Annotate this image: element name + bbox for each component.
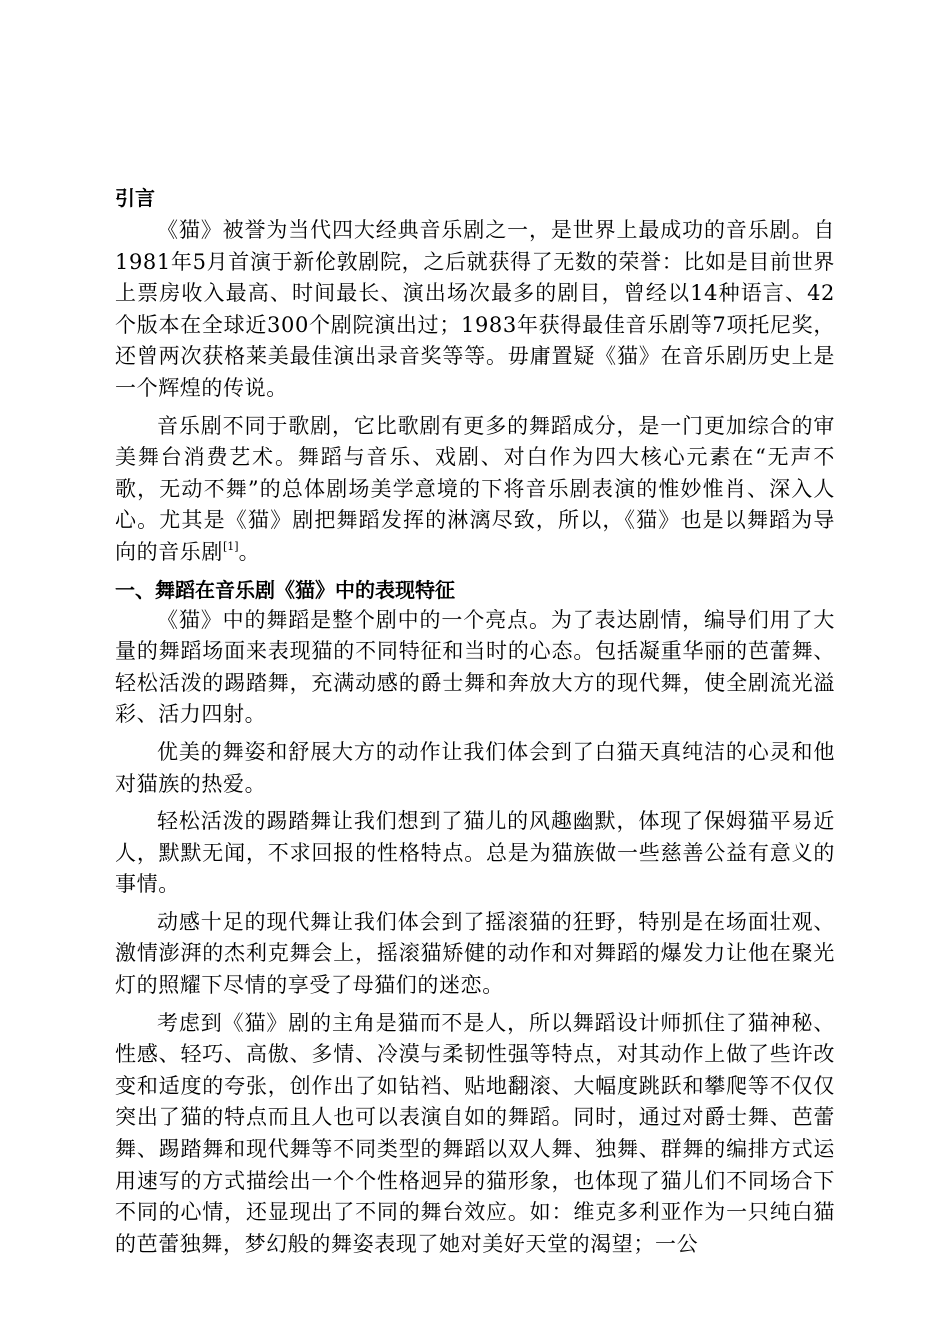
document-page xyxy=(115,183,835,1260)
intro-paragraph-2 xyxy=(115,411,835,569)
section-1-paragraph-3: 轻松活泼的踢踏舞让我们想到了猫儿的风趣幽默，体现了保姆猫平易近人，默默无闻，不求回报的性格特点。总是为猫族做一些慈善公益有意义的事情。 xyxy=(115,809,835,897)
section-1-heading: 一、舞蹈在音乐剧《猫》中的表现特征 xyxy=(115,577,455,602)
intro-heading: 引言 xyxy=(115,186,155,210)
intro-paragraph-2-end: 。 xyxy=(238,539,261,564)
intro-paragraph-1: 《猫》被誉为当代四大经典音乐剧之一，是世界上最成功的音乐剧。自1981年5月首演于新伦敦剧院，之后就获得了无数的荣誉：比如是目前世界上票房收入最高、时间最长、演出场次最多的剧目，曾经以14种语言、42个版本在全球近300个剧院演出过；1983年获得最佳音乐剧等7项托尼奖，还曾两次获格莱美最佳演出录音奖等等。毋庸置疑《猫》在音乐剧历史上是一个辉煌的传说。 xyxy=(115,218,835,400)
section-1-paragraph-2: 优美的舞姿和舒展大方的动作让我们体会到了白猫天真纯洁的心灵和他对猫族的热爱。 xyxy=(115,739,835,796)
section-1-paragraph-1: 《猫》中的舞蹈是整个剧中的一个亮点。为了表达剧情，编导们用了大量的舞蹈场面来表现猫的不同特征和当时的心态。包括凝重华丽的芭蕾舞、轻松活泼的踢踏舞，充满动感的爵士舞和奔放大方的现代舞，使全剧流光溢彩、活力四射。 xyxy=(115,607,835,727)
section-1-paragraph-4: 动感十足的现代舞让我们体会到了摇滚猫的狂野，特别是在场面壮观、激情澎湃的杰利克舞会上，摇滚猫矫健的动作和对舞蹈的爆发力让他在聚光灯的照耀下尽情的享受了母猫们的迷恋。 xyxy=(115,909,835,998)
intro-paragraph-2-text: 音乐剧不同于歌剧，它比歌剧有更多的舞蹈成分，是一门更加综合的审美舞台消费艺术。舞蹈与音乐、戏剧、对白作为四大核心元素在“无声不歌，无动不舞”的总体剧场美学意境的下将音乐剧表演的惟妙惟肖、深入人心。尤其是《猫》剧把舞蹈发挥的淋漓尽致，所以，《猫》也是以舞蹈为导向的音乐剧 xyxy=(115,413,835,564)
footnote-reference[interactable]: [1] xyxy=(223,539,239,553)
section-1-paragraph-5: 考虑到《猫》剧的主角是猫而不是人，所以舞蹈设计师抓住了猫神秘、性感、轻巧、高傲、多情、冷漠与柔韧性强等特点，对其动作上做了些许改变和适度的夸张，创作出了如钻裆、贴地翻滚、大幅度跳跃和攀爬等不仅仅突出了猫的特点而且人也可以表演自如的舞蹈。同时，通过对爵士舞、芭蕾舞、踢踏舞和现代舞等不同类型的舞蹈以双人舞、独舞、群舞的编排方式运用速写的方式描绘出一个个性格迥异的猫形象，也体现了猫儿们不同场合下不同的心情，还显现出了不同的舞台效应。如：维克多利亚作为一只纯白猫的芭蕾独舞，梦幻般的舞姿表现了她对美好天堂的渴望；一公 xyxy=(115,1010,835,1256)
